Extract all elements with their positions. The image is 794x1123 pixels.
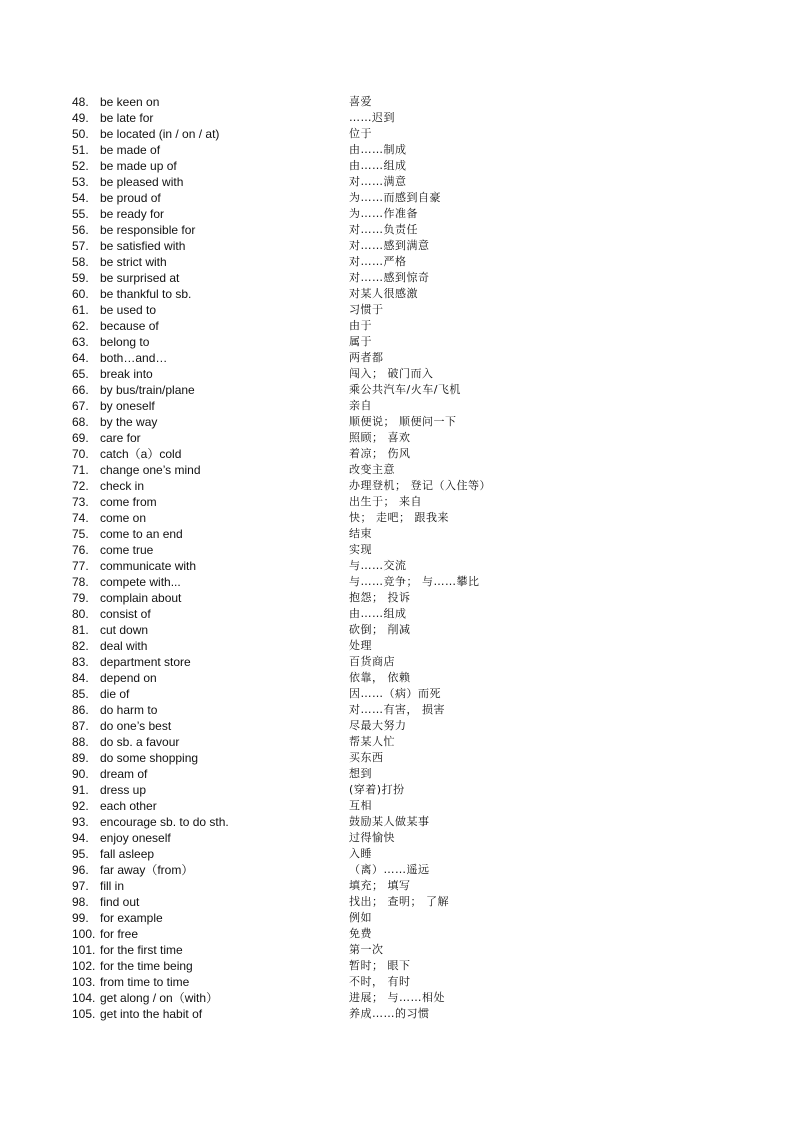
chinese-meaning: 例如 — [349, 911, 372, 924]
item-number: 58. — [72, 255, 89, 269]
list-item — [72, 222, 732, 238]
list-item — [72, 238, 732, 254]
chinese-meaning: 对某人很感激 — [349, 287, 418, 300]
chinese-meaning: 尽最大努力 — [349, 719, 407, 732]
list-item — [72, 446, 732, 462]
item-number: 104. — [72, 991, 96, 1005]
english-phrase: do one’s best — [100, 719, 172, 733]
list-item — [72, 478, 732, 494]
chinese-meaning: 结束 — [349, 527, 372, 540]
english-phrase: communicate with — [100, 559, 197, 573]
item-number: 73. — [72, 495, 89, 509]
english-phrase: break into — [100, 367, 153, 381]
item-number: 68. — [72, 415, 89, 429]
item-number: 66. — [72, 383, 89, 397]
list-item — [72, 270, 732, 286]
english-phrase: dream of — [100, 767, 148, 781]
list-item — [72, 414, 732, 430]
item-number: 80. — [72, 607, 89, 621]
chinese-meaning: 对……有害， 损害 — [349, 703, 445, 716]
chinese-meaning: 亲自 — [349, 399, 372, 412]
item-number: 100. — [72, 927, 96, 941]
english-phrase: be used to — [100, 303, 157, 317]
english-phrase: belong to — [100, 335, 150, 349]
item-number: 51. — [72, 143, 89, 157]
english-phrase: be made up of — [100, 159, 177, 173]
item-number: 89. — [72, 751, 89, 765]
chinese-meaning: （离）……遥远 — [349, 863, 430, 876]
list-item — [72, 510, 732, 526]
item-number: 50. — [72, 127, 89, 141]
list-item — [72, 590, 732, 606]
list-item — [72, 430, 732, 446]
list-item — [72, 318, 732, 334]
list-item — [72, 782, 732, 798]
english-phrase: be late for — [100, 111, 154, 125]
english-phrase: because of — [100, 319, 159, 333]
item-number: 71. — [72, 463, 89, 477]
item-number: 86. — [72, 703, 89, 717]
list-item — [72, 158, 732, 174]
item-number: 82. — [72, 639, 89, 653]
item-number: 94. — [72, 831, 89, 845]
chinese-meaning: 依靠， 依赖 — [349, 671, 411, 684]
english-phrase: encourage sb. to do sth. — [100, 815, 229, 829]
list-item — [72, 846, 732, 862]
chinese-meaning: 入睡 — [349, 847, 372, 860]
chinese-meaning: 办理登机； 登记（入住等） — [349, 479, 491, 492]
english-phrase: for example — [100, 911, 163, 925]
chinese-meaning: 对……满意 — [349, 175, 407, 188]
list-item — [72, 190, 732, 206]
item-number: 63. — [72, 335, 89, 349]
chinese-meaning: 为……而感到自豪 — [349, 191, 441, 204]
item-number: 59. — [72, 271, 89, 285]
list-item — [72, 654, 732, 670]
item-number: 81. — [72, 623, 89, 637]
chinese-meaning: 喜爱 — [349, 95, 372, 108]
list-item — [72, 638, 732, 654]
item-number: 49. — [72, 111, 89, 125]
chinese-meaning: 买东西 — [349, 751, 384, 764]
list-item — [72, 670, 732, 686]
english-phrase: for the time being — [100, 959, 193, 973]
english-phrase: change one’s mind — [100, 463, 201, 477]
english-phrase: care for — [100, 431, 141, 445]
chinese-meaning: 处理 — [349, 639, 372, 652]
item-number: 90. — [72, 767, 89, 781]
phrase-list — [72, 94, 732, 1022]
english-phrase: by the way — [100, 415, 158, 429]
english-phrase: do some shopping — [100, 751, 199, 765]
list-item — [72, 366, 732, 382]
english-phrase: get along / on（with） — [100, 991, 219, 1005]
list-item — [72, 862, 732, 878]
list-item — [72, 1006, 732, 1022]
item-number: 55. — [72, 207, 89, 221]
item-number: 56. — [72, 223, 89, 237]
list-item — [72, 878, 732, 894]
list-item — [72, 718, 732, 734]
list-item — [72, 574, 732, 590]
list-item — [72, 702, 732, 718]
item-number: 48. — [72, 95, 89, 109]
english-phrase: department store — [100, 655, 191, 669]
english-phrase: far away（from） — [100, 863, 194, 877]
chinese-meaning: 乘公共汽车/火车/飞机 — [349, 383, 461, 396]
item-number: 72. — [72, 479, 89, 493]
item-number: 74. — [72, 511, 89, 525]
chinese-meaning: 进展； 与……相处 — [349, 991, 445, 1004]
chinese-meaning: 两者都 — [349, 351, 384, 364]
english-phrase: fall asleep — [100, 847, 155, 861]
item-number: 69. — [72, 431, 89, 445]
chinese-meaning: 找出； 查明； 了解 — [349, 895, 449, 908]
list-item — [72, 286, 732, 302]
item-number: 87. — [72, 719, 89, 733]
item-number: 77. — [72, 559, 89, 573]
list-item — [72, 622, 732, 638]
english-phrase: be located (in / on / at) — [100, 127, 220, 141]
item-number: 91. — [72, 783, 89, 797]
english-phrase: be responsible for — [100, 223, 196, 237]
english-phrase: be keen on — [100, 95, 160, 109]
item-number: 85. — [72, 687, 89, 701]
chinese-meaning: 闯入； 破门而入 — [349, 367, 434, 380]
chinese-meaning: 位于 — [349, 127, 372, 140]
english-phrase: come on — [100, 511, 147, 525]
english-phrase: compete with... — [100, 575, 181, 589]
item-number: 103. — [72, 975, 96, 989]
english-phrase: from time to time — [100, 975, 190, 989]
english-phrase: for free — [100, 927, 139, 941]
chinese-meaning: 与……竞争； 与……攀比 — [349, 575, 480, 588]
chinese-meaning: 由于 — [349, 319, 372, 332]
chinese-meaning: 想到 — [349, 767, 372, 780]
chinese-meaning: 由……制成 — [349, 143, 407, 156]
list-item — [72, 350, 732, 366]
english-phrase: for the first time — [100, 943, 183, 957]
chinese-meaning: 对……感到满意 — [349, 239, 430, 252]
item-number: 78. — [72, 575, 89, 589]
chinese-meaning: 实现 — [349, 543, 372, 556]
english-phrase: complain about — [100, 591, 182, 605]
list-item — [72, 894, 732, 910]
english-phrase: both…and… — [100, 351, 168, 365]
chinese-meaning: 快； 走吧； 跟我来 — [349, 511, 449, 524]
chinese-meaning: 砍倒； 削减 — [349, 623, 411, 636]
list-item — [72, 814, 732, 830]
english-phrase: come to an end — [100, 527, 183, 541]
list-item — [72, 750, 732, 766]
item-number: 67. — [72, 399, 89, 413]
english-phrase: each other — [100, 799, 157, 813]
list-item — [72, 526, 732, 542]
list-item — [72, 302, 732, 318]
chinese-meaning: 由……组成 — [349, 607, 407, 620]
list-item — [72, 542, 732, 558]
list-item — [72, 174, 732, 190]
list-item — [72, 126, 732, 142]
list-item — [72, 910, 732, 926]
english-phrase: by bus/train/plane — [100, 383, 195, 397]
english-phrase: get into the habit of — [100, 1007, 203, 1021]
item-number: 53. — [72, 175, 89, 189]
list-item — [72, 254, 732, 270]
english-phrase: do sb. a favour — [100, 735, 180, 749]
english-phrase: depend on — [100, 671, 157, 685]
english-phrase: be made of — [100, 143, 161, 157]
chinese-meaning: 由……组成 — [349, 159, 407, 172]
english-phrase: be ready for — [100, 207, 165, 221]
item-number: 93. — [72, 815, 89, 829]
chinese-meaning: 免费 — [349, 927, 372, 940]
list-item — [72, 974, 732, 990]
chinese-meaning: 帮某人忙 — [349, 735, 395, 748]
english-phrase: fill in — [100, 879, 125, 893]
item-number: 62. — [72, 319, 89, 333]
chinese-meaning: 因……（病）而死 — [349, 687, 441, 700]
list-item — [72, 494, 732, 510]
list-item — [72, 798, 732, 814]
item-number: 61. — [72, 303, 89, 317]
chinese-meaning: 着凉； 伤风 — [349, 447, 411, 460]
english-phrase: catch（a）cold — [100, 447, 182, 461]
chinese-meaning: 改变主意 — [349, 463, 395, 476]
chinese-meaning: 为……作准备 — [349, 207, 418, 220]
item-number: 88. — [72, 735, 89, 749]
list-item — [72, 830, 732, 846]
item-number: 64. — [72, 351, 89, 365]
item-number: 76. — [72, 543, 89, 557]
item-number: 97. — [72, 879, 89, 893]
item-number: 98. — [72, 895, 89, 909]
list-item — [72, 110, 732, 126]
item-number: 105. — [72, 1007, 96, 1021]
list-item — [72, 958, 732, 974]
chinese-meaning: 出生于； 来自 — [349, 495, 422, 508]
list-item — [72, 926, 732, 942]
chinese-meaning: 照顾； 喜欢 — [349, 431, 411, 444]
chinese-meaning: 顺便说； 顺便问一下 — [349, 415, 457, 428]
english-phrase: come from — [100, 495, 157, 509]
english-phrase: find out — [100, 895, 140, 909]
list-item — [72, 334, 732, 350]
chinese-meaning: 第一次 — [349, 943, 384, 956]
list-item — [72, 462, 732, 478]
english-phrase: be proud of — [100, 191, 161, 205]
item-number: 101. — [72, 943, 96, 957]
chinese-meaning: ……迟到 — [349, 111, 395, 124]
list-item — [72, 942, 732, 958]
item-number: 92. — [72, 799, 89, 813]
item-number: 79. — [72, 591, 89, 605]
english-phrase: be surprised at — [100, 271, 180, 285]
chinese-meaning: 习惯于 — [349, 303, 384, 316]
item-number: 65. — [72, 367, 89, 381]
chinese-meaning: 属于 — [349, 335, 372, 348]
chinese-meaning: 不时， 有时 — [349, 975, 411, 988]
item-number: 52. — [72, 159, 89, 173]
list-item — [72, 734, 732, 750]
chinese-meaning: 对……负责任 — [349, 223, 418, 236]
chinese-meaning: 对……严格 — [349, 255, 407, 268]
english-phrase: be thankful to sb. — [100, 287, 192, 301]
item-number: 95. — [72, 847, 89, 861]
list-item — [72, 766, 732, 782]
list-item — [72, 686, 732, 702]
list-item — [72, 206, 732, 222]
english-phrase: dress up — [100, 783, 147, 797]
list-item — [72, 142, 732, 158]
english-phrase: die of — [100, 687, 130, 701]
list-item — [72, 558, 732, 574]
chinese-meaning: 过得愉快 — [349, 831, 395, 844]
chinese-meaning: 暂时； 眼下 — [349, 959, 411, 972]
chinese-meaning: 养成……的习惯 — [349, 1007, 430, 1020]
chinese-meaning: (穿着)打扮 — [349, 783, 405, 796]
item-number: 83. — [72, 655, 89, 669]
item-number: 54. — [72, 191, 89, 205]
list-item — [72, 382, 732, 398]
chinese-meaning: 填充； 填写 — [349, 879, 411, 892]
english-phrase: cut down — [100, 623, 149, 637]
list-item — [72, 990, 732, 1006]
english-phrase: consist of — [100, 607, 151, 621]
chinese-meaning: 抱怨； 投诉 — [349, 591, 411, 604]
list-item — [72, 94, 732, 110]
item-number: 102. — [72, 959, 96, 973]
item-number: 60. — [72, 287, 89, 301]
english-phrase: check in — [100, 479, 145, 493]
chinese-meaning: 互相 — [349, 799, 372, 812]
chinese-meaning: 与……交流 — [349, 559, 407, 572]
item-number: 99. — [72, 911, 89, 925]
english-phrase: enjoy oneself — [100, 831, 171, 845]
item-number: 75. — [72, 527, 89, 541]
english-phrase: come true — [100, 543, 154, 557]
item-number: 84. — [72, 671, 89, 685]
english-phrase: be satisfied with — [100, 239, 186, 253]
chinese-meaning: 鼓励某人做某事 — [349, 815, 430, 828]
item-number: 70. — [72, 447, 89, 461]
english-phrase: deal with — [100, 639, 148, 653]
list-item — [72, 606, 732, 622]
chinese-meaning: 对……感到惊奇 — [349, 271, 430, 284]
english-phrase: by oneself — [100, 399, 155, 413]
chinese-meaning: 百货商店 — [349, 655, 395, 668]
english-phrase: be strict with — [100, 255, 167, 269]
english-phrase: do harm to — [100, 703, 158, 717]
item-number: 96. — [72, 863, 89, 877]
item-number: 57. — [72, 239, 89, 253]
list-item — [72, 398, 732, 414]
english-phrase: be pleased with — [100, 175, 184, 189]
